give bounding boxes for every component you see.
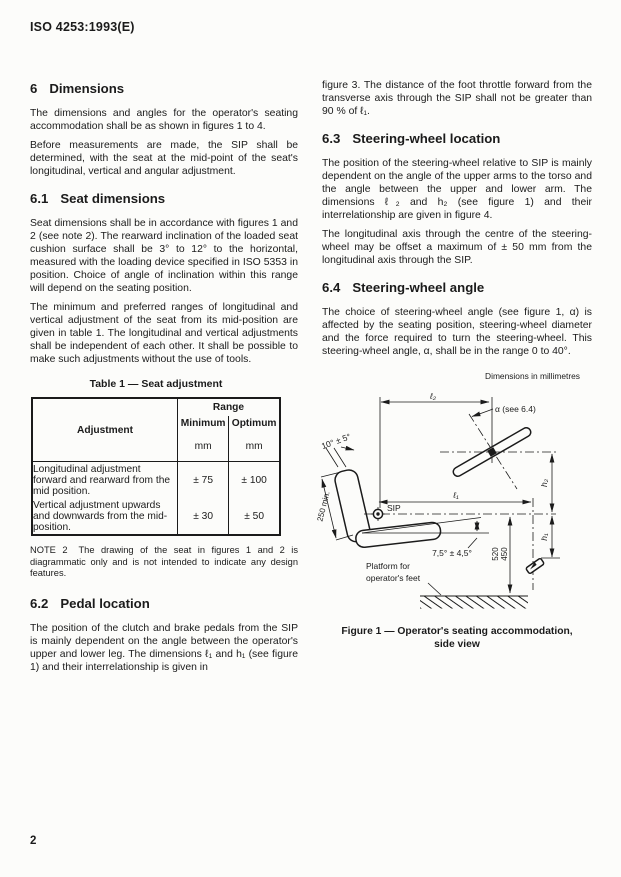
section-heading-6-4 (322, 281, 592, 294)
table-header-minimum: Minimum (180, 418, 226, 429)
backrest-min-label: 250 min. (315, 490, 332, 523)
paragraph: The dimensions and angles for the operator's seating accommodation shall be as shown in figures 1 to 4. (30, 108, 298, 132)
seat-adjustment-table (31, 397, 281, 536)
table-cell-optimum: ± 100 (229, 462, 280, 499)
figure1-drawing (315, 385, 615, 625)
paragraph: The position of the clutch and brake pedals from the SIP is mainly dependent on the angle between the operator's upper and lower leg. The dimensions ℓ₁ and h₁ (see figure 1) and their interrelationship is given in (30, 622, 298, 673)
section-title: Dimensions (49, 81, 125, 96)
table1-caption: Table 1 — Seat adjustment (89, 378, 223, 390)
platform-annotation (366, 561, 441, 595)
sip-symbol (371, 507, 385, 521)
platform-label-line2: operator's feet (366, 573, 421, 583)
alpha-label: α (see 6.4) (495, 404, 536, 414)
sip-label: SIP (387, 503, 401, 513)
paragraph: figure 3. The distance of the foot throttle forward from the transverse axis through the SIP shall not be greater than 90 % of ℓ₁. (322, 80, 592, 117)
section-number: 6 (30, 81, 38, 96)
seat-height-dimension (491, 517, 510, 593)
section-heading-6-3 (322, 132, 592, 145)
table-row (32, 498, 280, 535)
pedal (526, 558, 545, 574)
table-unit-optimum: mm (229, 431, 280, 462)
figure1-caption (318, 626, 596, 651)
table-cell-optimum: ± 50 (229, 498, 280, 535)
section-title: Steering-wheel location (352, 131, 501, 146)
section-heading-6-2 (30, 597, 298, 610)
paragraph: Before measurements are made, the SIP shall be determined, with the seat at the mid-point of the seat's longitudinal, vertical and angular adjustment. (30, 140, 298, 177)
table-row (32, 462, 280, 499)
note-2 (30, 545, 298, 580)
figure1-caption-line2: side view (434, 638, 480, 650)
paragraph: The longitudinal axis through the centre of the steering-wheel may be offset a maximum of ± 50 mm from the longitudinal axis through the SIP. (322, 229, 592, 266)
h1-dimension (539, 516, 560, 558)
l2-label: ℓ₂ (430, 391, 436, 401)
backrest-angle-annotation (320, 431, 354, 467)
l2-dimension (380, 391, 492, 508)
document-header: ISO 4253:1993(E) (30, 20, 135, 34)
ground-hatching (420, 596, 528, 609)
height-450-label: 450 (500, 547, 509, 561)
note-text: The drawing of the seat in figures 1 and 2 is diagrammatic only and is not intended to indicate any design features. (30, 545, 298, 578)
note-label: NOTE 2 (30, 545, 68, 555)
backrest-angle-label: 10° ± 5° (319, 431, 352, 452)
page-number: 2 (30, 835, 37, 847)
table-unit-minimum: mm (194, 440, 212, 452)
table-header-range: Range (212, 402, 245, 413)
h2-dimension (539, 454, 552, 512)
h1-label: h₁ (539, 533, 549, 541)
paragraph: The position of the steering-wheel relative to SIP is mainly dependent on the angle of the upper arms to the torso and the angle between the upper and lower arm. The dimensions ℓ₂ and h₂ (see figure 1) and their interrelationship are given in figure 4. (322, 158, 592, 221)
section-number: 6.1 (30, 191, 49, 206)
table-cell-label: Vertical adjustment upwards and downwards from the mid-position. (32, 498, 178, 535)
paragraph: The choice of steering-wheel angle (see figure 1, α) is affected by the seating position, steering-wheel diameter and the force required to turn the steering-wheel. This steering-wheel angle, α, shall be in the range 0 to 40°. (322, 307, 592, 357)
right-column (322, 79, 592, 364)
height-520-label: 520 (491, 547, 500, 561)
table-cell-minimum: ± 30 (193, 510, 213, 522)
left-column (30, 82, 298, 680)
section-number: 6.3 (322, 131, 341, 146)
figure1-units-note: Dimensions in millimetres (485, 371, 580, 381)
h2-label: h₂ (539, 479, 549, 487)
table-cell-label: Longitudinal adjustment forward and rearward from the mid position. (32, 462, 178, 499)
section-heading-6-1 (30, 192, 298, 205)
section-title: Pedal location (60, 595, 150, 611)
section-title: Seat dimensions (60, 191, 166, 206)
l1-dimension (379, 490, 531, 502)
platform-label-line1: Platform for (366, 561, 410, 571)
alpha-annotation (472, 404, 536, 417)
table-header-adjustment: Adjustment (32, 398, 178, 462)
table-cell-minimum: ± 75 (178, 462, 229, 499)
section-number: 6.4 (322, 280, 341, 295)
section-number: 6.2 (30, 595, 49, 611)
l1-label: ℓ₁ (453, 490, 459, 500)
section-title: Steering-wheel angle (352, 280, 485, 295)
table-header-optimum: Optimum (229, 416, 280, 431)
paragraph: Seat dimensions shall be in accordance with figures 1 and 2 (see note 2). The rearward inclination of the loaded seat cushion surface shall be 3° to 12° to the horizontal, measured with the loading device specified in ISO 5353 in position. Choice of angle of inclination within this range will depend on the seating position. (30, 218, 298, 294)
figure1-caption-line1: Figure 1 — Operator's seating accommodation, (341, 626, 573, 637)
section-heading-6 (30, 82, 298, 95)
paragraph: The minimum and preferred ranges of longitudinal and vertical adjustment of the seat from its mid-position are given in table 1. The longitudinal and vertical adjustments shall be independent of each other. It shall be possible to make such adjustments without the use of tools. (30, 302, 298, 365)
cushion-angle-label: 7,5° ± 4,5° (432, 548, 472, 558)
